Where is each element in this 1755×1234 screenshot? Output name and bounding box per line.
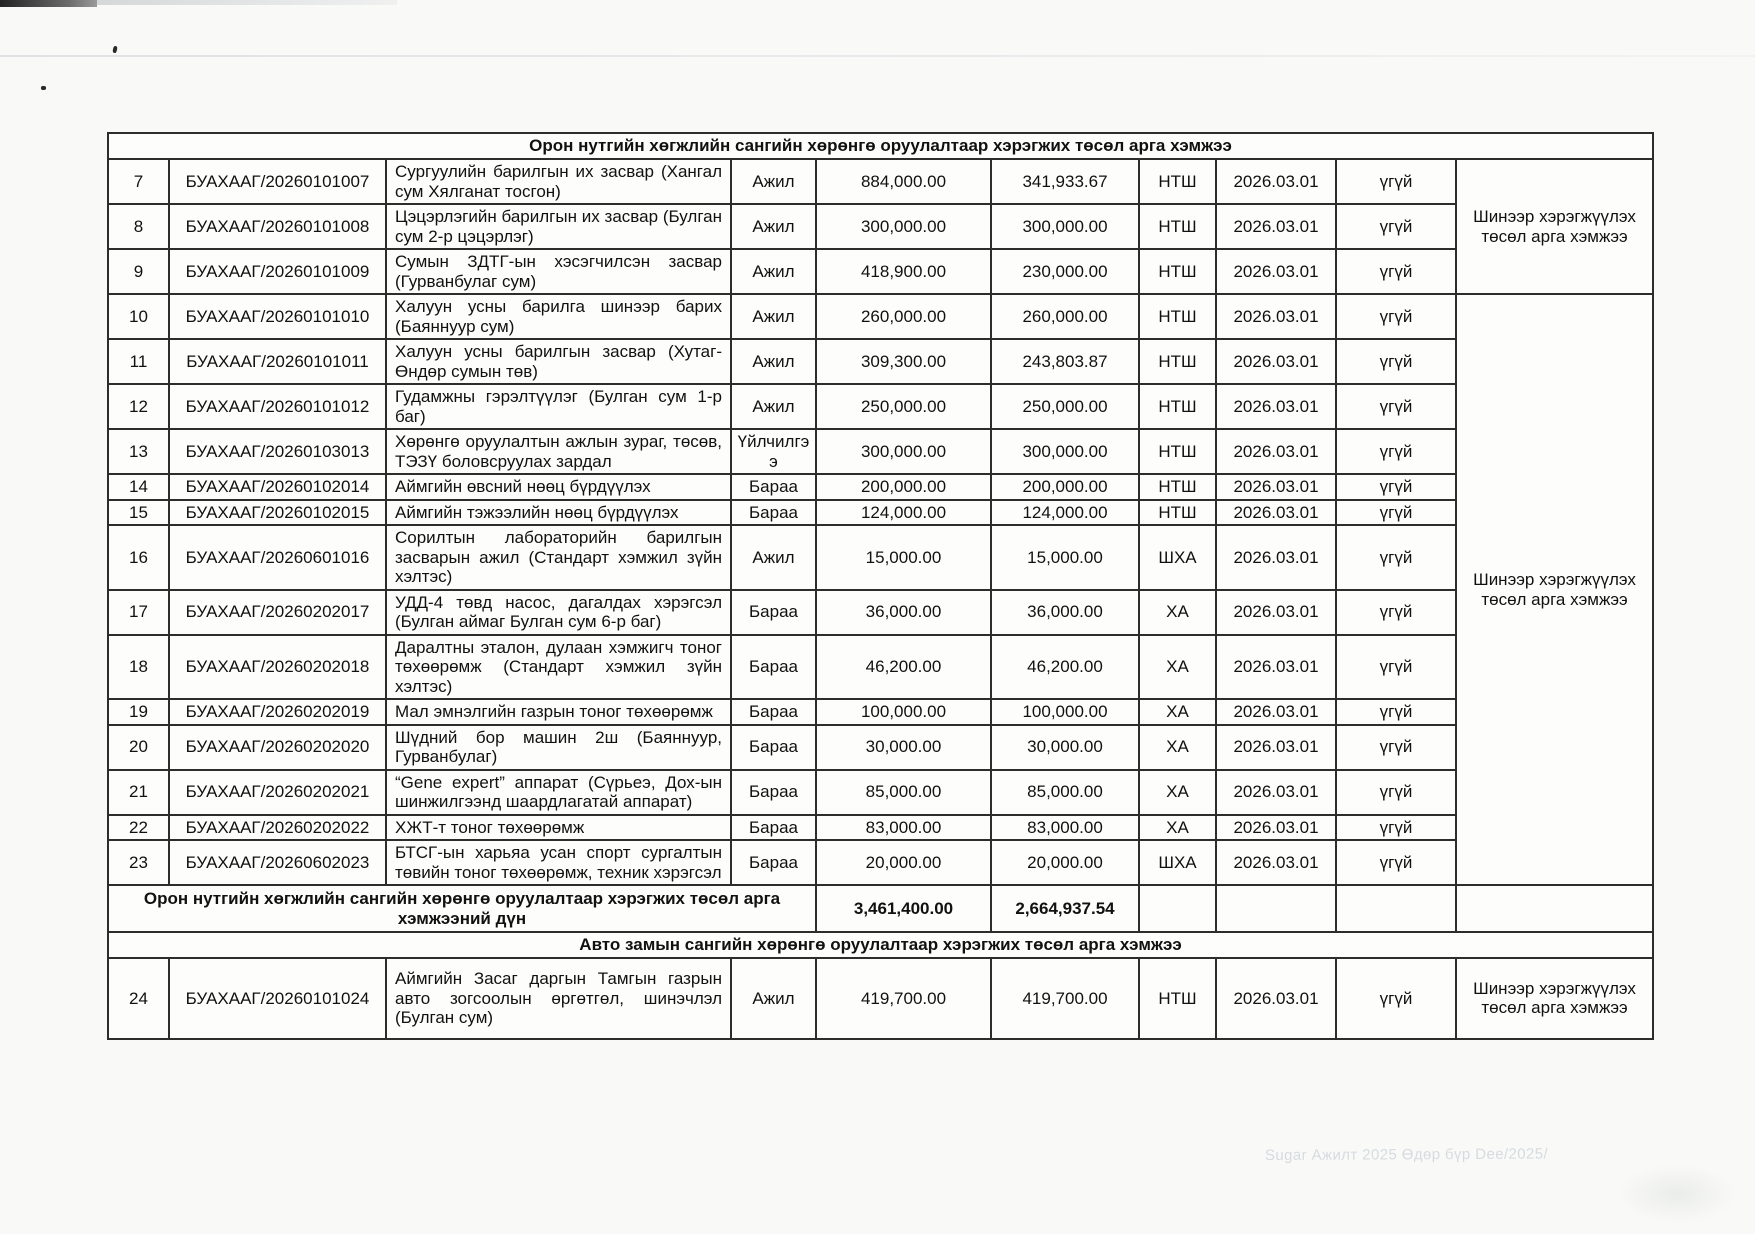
start-date-cell: 2026.03.01 bbox=[1216, 770, 1336, 815]
project-description-cell: Халуун усны барилга шинээр барих (Баяннуур сум) bbox=[386, 294, 731, 339]
row-number-cell: 24 bbox=[108, 958, 169, 1039]
procurement-method-cell: НТШ bbox=[1139, 159, 1216, 204]
table-row bbox=[108, 525, 1653, 590]
table-row bbox=[108, 590, 1653, 635]
table-row bbox=[108, 159, 1653, 204]
budget-amount-cell: 309,300.00 bbox=[816, 339, 991, 384]
start-date-cell: 2026.03.01 bbox=[1216, 500, 1336, 526]
financed-amount-cell: 419,700.00 bbox=[991, 958, 1139, 1039]
row-number-cell: 11 bbox=[108, 339, 169, 384]
project-code-cell: БУАХААГ/20260101024 bbox=[169, 958, 386, 1039]
financed-amount-cell: 46,200.00 bbox=[991, 635, 1139, 700]
procurement-method-cell: ХА bbox=[1139, 699, 1216, 725]
procurement-method-cell: НТШ bbox=[1139, 339, 1216, 384]
procurement-method-cell: ХА bbox=[1139, 815, 1216, 841]
table-row bbox=[108, 770, 1653, 815]
project-description-cell: Аймгийн Засаг даргын Тамгын газрын авто зогсоолын өргөтгөл, шинэчлэл (Булган сум) bbox=[386, 958, 731, 1039]
budget-amount-cell: 300,000.00 bbox=[816, 429, 991, 474]
financed-amount-cell: 341,933.67 bbox=[991, 159, 1139, 204]
table-row bbox=[108, 204, 1653, 249]
section1-header-row bbox=[108, 133, 1653, 159]
procurement-method-cell: ХА bbox=[1139, 635, 1216, 700]
row-number-cell: 10 bbox=[108, 294, 169, 339]
procurement-method-cell: НТШ bbox=[1139, 429, 1216, 474]
total-label-cell: Орон нутгийн хөгжлийн сангийн хөрөнгө оруулалтаар хэрэгжих төсөл арга хэмжээний дүн bbox=[108, 885, 816, 932]
table-row bbox=[108, 429, 1653, 474]
procurement-method-cell: ХА bbox=[1139, 725, 1216, 770]
project-description-cell: Хөрөнгө оруулалтын ажлын зураг, төсөв, ТЭЗҮ боловсруулах зардал bbox=[386, 429, 731, 474]
project-description-cell: Цэцэрлэгийн барилгын их засвар (Булган сум 2-р цэцэрлэг) bbox=[386, 204, 731, 249]
row-number-cell: 12 bbox=[108, 384, 169, 429]
row-number-cell: 17 bbox=[108, 590, 169, 635]
scan-speck bbox=[112, 46, 117, 54]
project-code-cell: БУАХААГ/20260101008 bbox=[169, 204, 386, 249]
row-number-cell: 18 bbox=[108, 635, 169, 700]
project-type-cell: Бараа bbox=[731, 840, 816, 885]
budget-amount-cell: 419,700.00 bbox=[816, 958, 991, 1039]
financed-amount-cell: 300,000.00 bbox=[991, 429, 1139, 474]
project-description-cell: Аймгийн тэжээлийн нөөц бүрдүүлэх bbox=[386, 500, 731, 526]
note-cell: Шинээр хэрэгжүүлэх төсөл арга хэмжээ bbox=[1456, 958, 1653, 1039]
project-type-cell: Бараа bbox=[731, 474, 816, 500]
project-description-cell: Гудамжны гэрэлтүүлэг (Булган сум 1-р баг) bbox=[386, 384, 731, 429]
project-code-cell: БУАХААГ/20260101007 bbox=[169, 159, 386, 204]
project-type-cell: Бараа bbox=[731, 770, 816, 815]
project-code-cell: БУАХААГ/20260202021 bbox=[169, 770, 386, 815]
project-description-cell: Аймгийн өвсний нөөц бүрдүүлэх bbox=[386, 474, 731, 500]
audit-cell: үгүй bbox=[1336, 590, 1456, 635]
financed-amount-cell: 30,000.00 bbox=[991, 725, 1139, 770]
section-title: Орон нутгийн хөгжлийн сангийн хөрөнгө оруулалтаар хэрэгжих төсөл арга хэмжээ bbox=[108, 133, 1653, 159]
audit-cell: үгүй bbox=[1336, 635, 1456, 700]
start-date-cell: 2026.03.01 bbox=[1216, 339, 1336, 384]
table-row bbox=[108, 725, 1653, 770]
budget-amount-cell: 36,000.00 bbox=[816, 590, 991, 635]
row-number-cell: 8 bbox=[108, 204, 169, 249]
audit-cell: үгүй bbox=[1336, 958, 1456, 1039]
procurement-method-cell: НТШ bbox=[1139, 204, 1216, 249]
budget-amount-cell: 124,000.00 bbox=[816, 500, 991, 526]
project-code-cell: БУАХААГ/20260202020 bbox=[169, 725, 386, 770]
audit-cell bbox=[1336, 885, 1456, 932]
table-row bbox=[108, 840, 1653, 885]
table-row bbox=[108, 384, 1653, 429]
audit-cell: үгүй bbox=[1336, 384, 1456, 429]
audit-cell: үгүй bbox=[1336, 474, 1456, 500]
audit-cell: үгүй bbox=[1336, 725, 1456, 770]
project-type-cell: Бараа bbox=[731, 500, 816, 526]
procurement-method-cell: ХА bbox=[1139, 770, 1216, 815]
table-row bbox=[108, 635, 1653, 700]
financed-amount-cell: 36,000.00 bbox=[991, 590, 1139, 635]
audit-cell: үгүй bbox=[1336, 699, 1456, 725]
start-date-cell: 2026.03.01 bbox=[1216, 429, 1336, 474]
procurement-method-cell: ШХА bbox=[1139, 840, 1216, 885]
budget-amount-cell: 100,000.00 bbox=[816, 699, 991, 725]
start-date-cell: 2026.03.01 bbox=[1216, 815, 1336, 841]
row-number-cell: 16 bbox=[108, 525, 169, 590]
project-description-cell: Мал эмнэлгийн газрын тоног төхөөрөмж bbox=[386, 699, 731, 725]
row-number-cell: 22 bbox=[108, 815, 169, 841]
financed-amount-cell: 200,000.00 bbox=[991, 474, 1139, 500]
projects-table bbox=[107, 132, 1654, 1040]
project-code-cell: БУАХААГ/20260202018 bbox=[169, 635, 386, 700]
total-budget-amount-cell: 3,461,400.00 bbox=[816, 885, 991, 932]
project-description-cell: БТСГ-ын харьяа усан спорт сургалтын төвийн тоног төхөөрөмж, техник хэрэгсэл bbox=[386, 840, 731, 885]
project-code-cell: БУАХААГ/20260202019 bbox=[169, 699, 386, 725]
financed-amount-cell: 100,000.00 bbox=[991, 699, 1139, 725]
procurement-method-cell: НТШ bbox=[1139, 249, 1216, 294]
project-type-cell: Бараа bbox=[731, 725, 816, 770]
budget-amount-cell: 30,000.00 bbox=[816, 725, 991, 770]
table-row bbox=[108, 958, 1653, 1039]
start-date-cell: 2026.03.01 bbox=[1216, 474, 1336, 500]
audit-cell: үгүй bbox=[1336, 770, 1456, 815]
project-type-cell: Бараа bbox=[731, 699, 816, 725]
total-financed-amount-cell: 2,664,937.54 bbox=[991, 885, 1139, 932]
procurement-method-cell: НТШ bbox=[1139, 294, 1216, 339]
budget-amount-cell: 884,000.00 bbox=[816, 159, 991, 204]
project-description-cell: Сургуулийн барилгын их засвар (Хангал сум Хялганат тосгон) bbox=[386, 159, 731, 204]
audit-cell: үгүй bbox=[1336, 159, 1456, 204]
project-description-cell: “Gene expert” аппарат (Сүрьеэ, Дох-ын шинжилгээнд шаардлагатай аппарат) bbox=[386, 770, 731, 815]
scan-artifact-bar bbox=[0, 0, 97, 7]
project-type-cell: Үйлчилгээ bbox=[731, 429, 816, 474]
budget-amount-cell: 15,000.00 bbox=[816, 525, 991, 590]
project-description-cell: ХЖТ-т тоног төхөөрөмж bbox=[386, 815, 731, 841]
project-description-cell: Шүдний бор машин 2ш (Баяннуур, Гурванбулаг) bbox=[386, 725, 731, 770]
financed-amount-cell: 85,000.00 bbox=[991, 770, 1139, 815]
row-number-cell: 23 bbox=[108, 840, 169, 885]
note-cell: Шинээр хэрэгжүүлэх төсөл арга хэмжээ bbox=[1456, 294, 1653, 885]
section2-header-row bbox=[108, 932, 1653, 958]
budget-amount-cell: 260,000.00 bbox=[816, 294, 991, 339]
project-description-cell: УДД-4 төвд насос, дагалдах хэрэгсэл (Булган аймаг Булган сум 6-р баг) bbox=[386, 590, 731, 635]
procurement-method-cell: ШХА bbox=[1139, 525, 1216, 590]
projects-table-container bbox=[107, 132, 1652, 1040]
project-type-cell: Ажил bbox=[731, 384, 816, 429]
financed-amount-cell: 124,000.00 bbox=[991, 500, 1139, 526]
scan-smudge bbox=[1617, 1164, 1737, 1224]
budget-amount-cell: 46,200.00 bbox=[816, 635, 991, 700]
row-number-cell: 7 bbox=[108, 159, 169, 204]
project-type-cell: Ажил bbox=[731, 294, 816, 339]
faint-watermark-text: Sugar Ажилт 2025 Өдөр бүр Dee/2025/ bbox=[1264, 1145, 1549, 1165]
budget-amount-cell: 418,900.00 bbox=[816, 249, 991, 294]
project-type-cell: Ажил bbox=[731, 339, 816, 384]
start-date-cell: 2026.03.01 bbox=[1216, 725, 1336, 770]
table-row bbox=[108, 500, 1653, 526]
project-type-cell: Ажил bbox=[731, 958, 816, 1039]
procurement-method-cell: НТШ bbox=[1139, 384, 1216, 429]
table-row bbox=[108, 474, 1653, 500]
start-date-cell: 2026.03.01 bbox=[1216, 204, 1336, 249]
financed-amount-cell: 15,000.00 bbox=[991, 525, 1139, 590]
project-description-cell: Даралтны эталон, дулаан хэмжигч тоног төхөөрөмж (Стандарт хэмжил зүйн хэлтэс) bbox=[386, 635, 731, 700]
audit-cell: үгүй bbox=[1336, 840, 1456, 885]
scan-artifact-bar-light bbox=[97, 0, 397, 5]
table-row bbox=[108, 249, 1653, 294]
audit-cell: үгүй bbox=[1336, 249, 1456, 294]
row-number-cell: 13 bbox=[108, 429, 169, 474]
budget-amount-cell: 200,000.00 bbox=[816, 474, 991, 500]
project-type-cell: Ажил bbox=[731, 525, 816, 590]
project-type-cell: Бараа bbox=[731, 815, 816, 841]
start-date-cell: 2026.03.01 bbox=[1216, 159, 1336, 204]
start-date-cell: 2026.03.01 bbox=[1216, 590, 1336, 635]
start-date-cell: 2026.03.01 bbox=[1216, 384, 1336, 429]
start-date-cell: 2026.03.01 bbox=[1216, 699, 1336, 725]
table-row bbox=[108, 815, 1653, 841]
start-date-cell: 2026.03.01 bbox=[1216, 635, 1336, 700]
audit-cell: үгүй bbox=[1336, 294, 1456, 339]
project-type-cell: Бараа bbox=[731, 635, 816, 700]
project-type-cell: Ажил bbox=[731, 159, 816, 204]
project-code-cell: БУАХААГ/20260202022 bbox=[169, 815, 386, 841]
table-row bbox=[108, 339, 1653, 384]
project-type-cell: Бараа bbox=[731, 590, 816, 635]
project-code-cell: БУАХААГ/20260102014 bbox=[169, 474, 386, 500]
project-code-cell: БУАХААГ/20260202017 bbox=[169, 590, 386, 635]
row-number-cell: 21 bbox=[108, 770, 169, 815]
note-cell bbox=[1456, 885, 1653, 932]
project-code-cell: БУАХААГ/20260101011 bbox=[169, 339, 386, 384]
start-date-cell: 2026.03.01 bbox=[1216, 525, 1336, 590]
row-number-cell: 9 bbox=[108, 249, 169, 294]
project-description-cell: Халуун усны барилгын засвар (Хутаг-Өндөр сумын төв) bbox=[386, 339, 731, 384]
procurement-method-cell: НТШ bbox=[1139, 500, 1216, 526]
procurement-method-cell: НТШ bbox=[1139, 474, 1216, 500]
audit-cell: үгүй bbox=[1336, 429, 1456, 474]
project-description-cell: Сумын ЗДТГ-ын хэсэгчилсэн засвар (Гурванбулаг сум) bbox=[386, 249, 731, 294]
financed-amount-cell: 20,000.00 bbox=[991, 840, 1139, 885]
row-number-cell: 20 bbox=[108, 725, 169, 770]
project-code-cell: БУАХААГ/20260101012 bbox=[169, 384, 386, 429]
audit-cell: үгүй bbox=[1336, 204, 1456, 249]
table-row bbox=[108, 699, 1653, 725]
section1-total-row bbox=[108, 885, 1653, 932]
audit-cell: үгүй bbox=[1336, 815, 1456, 841]
financed-amount-cell: 83,000.00 bbox=[991, 815, 1139, 841]
start-date-cell: 2026.03.01 bbox=[1216, 249, 1336, 294]
row-number-cell: 14 bbox=[108, 474, 169, 500]
start-date-cell: 2026.03.01 bbox=[1216, 958, 1336, 1039]
financed-amount-cell: 260,000.00 bbox=[991, 294, 1139, 339]
note-cell: Шинээр хэрэгжүүлэх төсөл арга хэмжээ bbox=[1456, 159, 1653, 294]
scan-speck bbox=[41, 86, 46, 90]
start-date-cell: 2026.03.01 bbox=[1216, 840, 1336, 885]
project-type-cell: Ажил bbox=[731, 249, 816, 294]
procurement-method-cell bbox=[1139, 885, 1216, 932]
procurement-method-cell: ХА bbox=[1139, 590, 1216, 635]
financed-amount-cell: 243,803.87 bbox=[991, 339, 1139, 384]
project-code-cell: БУАХААГ/20260101010 bbox=[169, 294, 386, 339]
scan-fold-line bbox=[0, 55, 1755, 57]
audit-cell: үгүй bbox=[1336, 339, 1456, 384]
budget-amount-cell: 250,000.00 bbox=[816, 384, 991, 429]
audit-cell: үгүй bbox=[1336, 525, 1456, 590]
project-code-cell: БУАХААГ/20260102015 bbox=[169, 500, 386, 526]
row-number-cell: 19 bbox=[108, 699, 169, 725]
project-description-cell: Сорилтын лабораторийн барилгын засварын ажил (Стандарт хэмжил зүйн хэлтэс) bbox=[386, 525, 731, 590]
project-code-cell: БУАХААГ/20260601016 bbox=[169, 525, 386, 590]
project-type-cell: Ажил bbox=[731, 204, 816, 249]
financed-amount-cell: 250,000.00 bbox=[991, 384, 1139, 429]
section-title: Авто замын сангийн хөрөнгө оруулалтаар хэрэгжих төсөл арга хэмжээ bbox=[108, 932, 1653, 958]
budget-amount-cell: 83,000.00 bbox=[816, 815, 991, 841]
start-date-cell bbox=[1216, 885, 1336, 932]
project-code-cell: БУАХААГ/20260602023 bbox=[169, 840, 386, 885]
budget-amount-cell: 20,000.00 bbox=[816, 840, 991, 885]
project-code-cell: БУАХААГ/20260103013 bbox=[169, 429, 386, 474]
project-code-cell: БУАХААГ/20260101009 bbox=[169, 249, 386, 294]
table-row bbox=[108, 294, 1653, 339]
budget-amount-cell: 300,000.00 bbox=[816, 204, 991, 249]
row-number-cell: 15 bbox=[108, 500, 169, 526]
financed-amount-cell: 230,000.00 bbox=[991, 249, 1139, 294]
start-date-cell: 2026.03.01 bbox=[1216, 294, 1336, 339]
financed-amount-cell: 300,000.00 bbox=[991, 204, 1139, 249]
budget-amount-cell: 85,000.00 bbox=[816, 770, 991, 815]
audit-cell: үгүй bbox=[1336, 500, 1456, 526]
procurement-method-cell: НТШ bbox=[1139, 958, 1216, 1039]
